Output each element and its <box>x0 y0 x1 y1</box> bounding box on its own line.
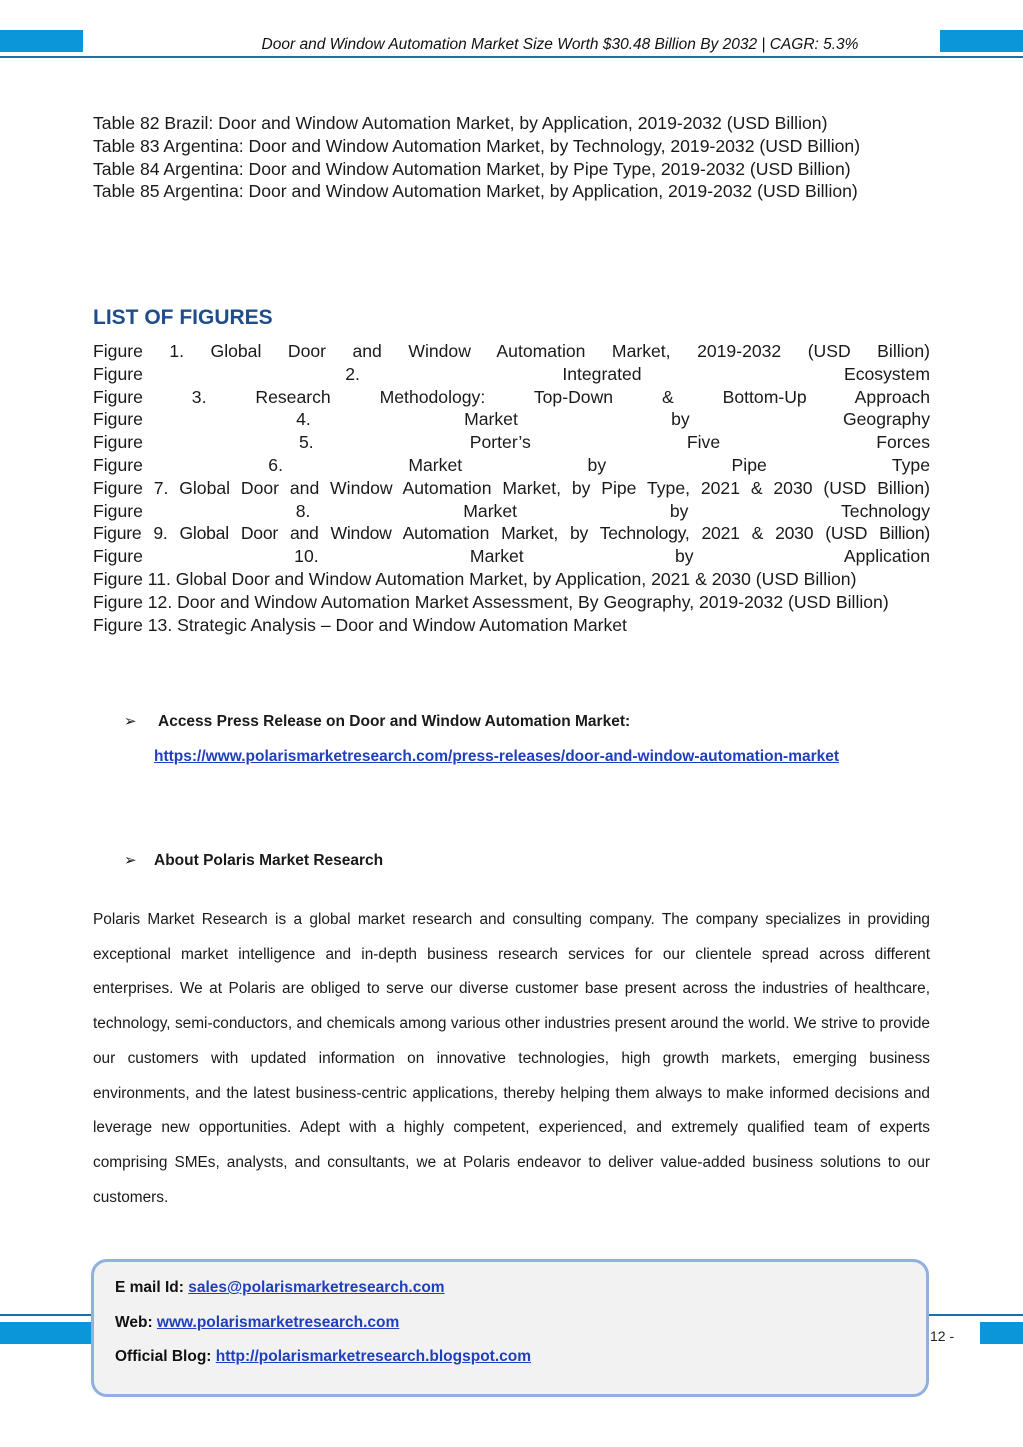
figure-entry: Figure 4. Market by Geography <box>93 409 930 430</box>
press-release-link[interactable]: https://www.polarismarketresearch.com/press-releases/door-and-window-automation-market <box>154 748 840 765</box>
blog-label: Official Blog: <box>115 1348 212 1365</box>
figure-entry: Figure 2. Integrated Ecosystem <box>93 363 930 384</box>
figure-entry: Figure 5. Porter’s Five Forces <box>93 432 930 453</box>
arrow-bullet-icon: ➢ <box>124 712 137 730</box>
footer-accent-bar-right <box>980 1322 1023 1344</box>
email-label: E mail Id: <box>115 1279 184 1296</box>
figure-list <box>93 340 930 636</box>
figure-entry: Figure 6. Market by Pipe Type <box>93 454 930 475</box>
page-number: 12 - <box>930 1328 955 1344</box>
contact-blog-row <box>115 1348 531 1366</box>
contact-email-row <box>115 1279 445 1297</box>
about-paragraph: Polaris Market Research is a global market research and consulting company. The company specializes in providing exceptional market intelligence and in-depth business research services for our clientele spread across different enterprises. We at Polaris are obliged to serve our diverse customer base present across the industries of healthcare, technology, semi-conductors, and chemicals among various other industries present around the world. We strive to provide our customers with updated information on innovative technologies, high growth markets, emerging business environments, and the latest business-centric applications, thereby helping them always to make informed decisions and leverage new opportunities. Adept with a highly competent, experienced, and extremely qualified team of experts comprising SMEs, analysts, and consultants, we at Polaris endeavor to deliver value-added business solutions to our customers. <box>93 911 930 1206</box>
table-entry: Table 82 Brazil: Door and Window Automation Market, by Application, 2019-2032 (USD Billion) <box>93 113 828 133</box>
web-label: Web: <box>115 1314 153 1331</box>
blog-link[interactable]: http://polarismarketresearch.blogspot.com <box>215 1348 532 1365</box>
press-release-label: Access Press Release on Door and Window Automation Market: <box>158 713 631 730</box>
header-divider <box>0 56 1023 58</box>
figure-entry: Figure 13. Strategic Analysis – Door and Window Automation Market <box>93 614 627 635</box>
figure-entry: Figure 1. Global Door and Window Automation Market, 2019-2032 (USD Billion) <box>93 341 930 361</box>
figure-entry: Figure 11. Global Door and Window Automation Market, by Application, 2021 & 2030 (USD Billion) <box>93 568 857 589</box>
table-entry: Table 84 Argentina: Door and Window Automation Market, by Pipe Type, 2019-2032 (USD Billion) <box>93 158 851 179</box>
contact-box <box>91 1259 929 1397</box>
figure-entry: Figure 3. Research Methodology: Top-Down & Bottom-Up Approach <box>93 386 930 407</box>
table-entry: Table 83 Argentina: Door and Window Automation Market, by Technology, 2019-2032 (USD Billion) <box>93 135 861 156</box>
figure-entry: Figure 9. Global Door and Window Automation Market, by Technology, 2021 & 2030 (USD Billion) <box>93 523 930 544</box>
header-accent-bar-left <box>0 30 83 52</box>
page-header-title: Door and Window Automation Market Size Worth $30.48 Billion By 2032 | CAGR: 5.3% <box>261 36 859 53</box>
table-list <box>93 112 930 203</box>
list-of-figures-heading: LIST OF FIGURES <box>93 306 273 329</box>
footer-accent-bar-left <box>0 1322 100 1344</box>
contact-web-row <box>115 1314 399 1332</box>
header-accent-bar-right <box>940 30 1023 52</box>
email-link[interactable]: sales@polarismarketresearch.com <box>188 1279 445 1296</box>
table-entry: Table 85 Argentina: Door and Window Automation Market, by Application, 2019-2032 (USD Billion) <box>93 181 858 202</box>
about-heading: About Polaris Market Research <box>154 852 384 869</box>
arrow-bullet-icon: ➢ <box>124 851 137 869</box>
web-link[interactable]: www.polarismarketresearch.com <box>156 1314 400 1331</box>
figure-entry: Figure 7. Global Door and Window Automation Market, by Pipe Type, 2021 & 2030 (USD Billion) <box>93 477 930 498</box>
figure-entry: Figure 8. Market by Technology <box>93 500 930 521</box>
figure-entry: Figure 12. Door and Window Automation Market Assessment, By Geography, 2019-2032 (USD Billion) <box>93 591 889 612</box>
figure-entry: Figure 10. Market by Application <box>93 546 930 567</box>
